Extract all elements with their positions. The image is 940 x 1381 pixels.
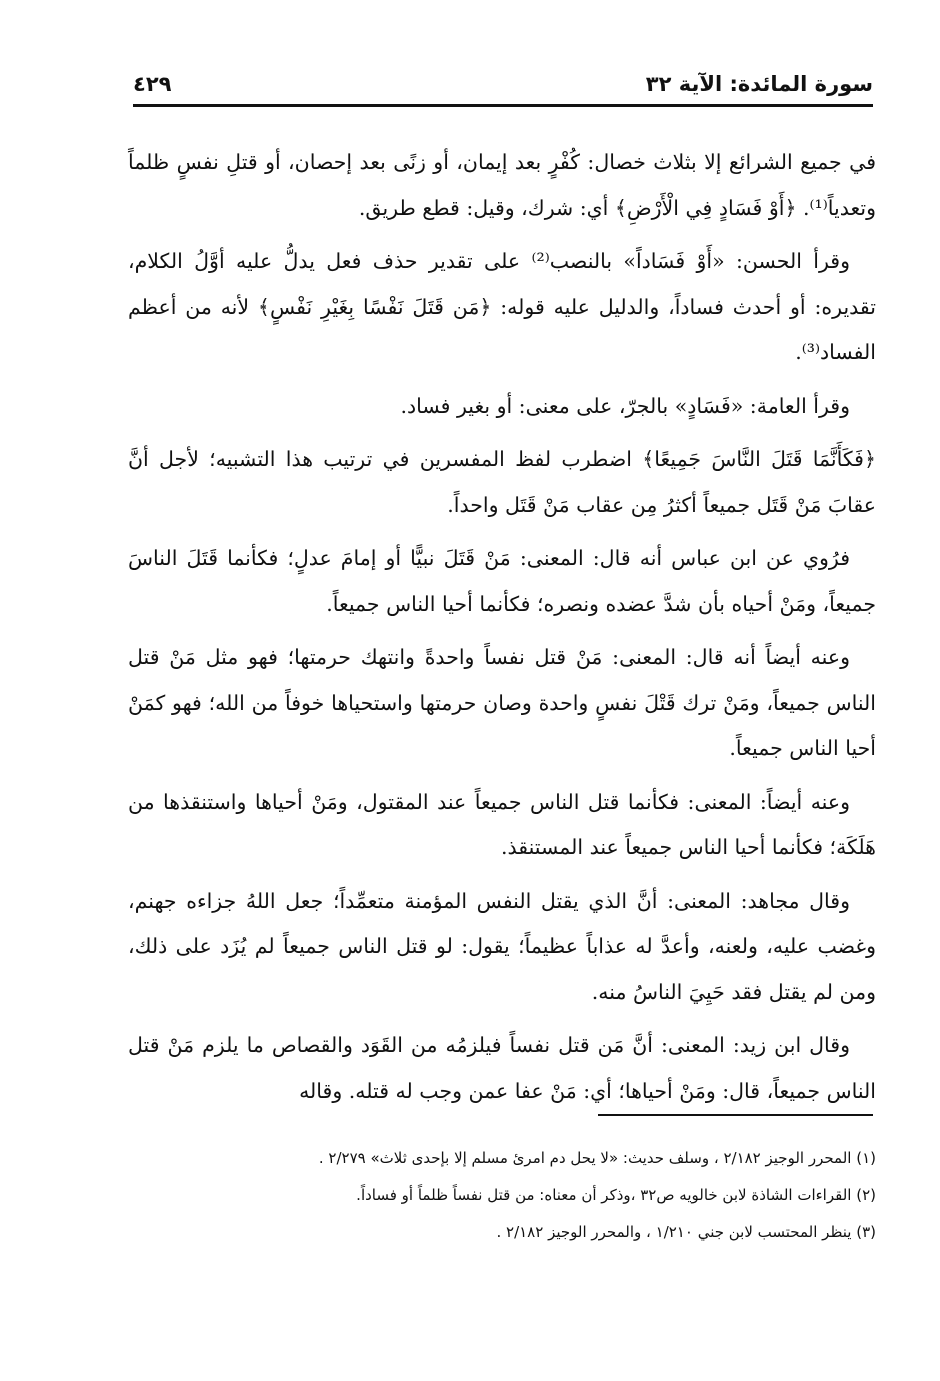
footnote: (٣) ينظر المحتسب لابن جني ١/٢١٠ ، والمحرر الوجيز ٢/١٨٢ . <box>496 1223 876 1241</box>
footnotes <box>150 1140 876 1251</box>
header-divider <box>133 104 873 107</box>
main-text <box>128 140 876 1122</box>
paragraph: وقال ابن زيد: المعنى: أنَّ مَن قتل نفساً فيلزمُه من القَوَد والقصاص ما يلزم مَنْ قتل الناس جميعاً، قال: ومَنْ أحياها؛ أي: مَنْ عفا عمن وجب له قتله. وقاله <box>128 1033 876 1103</box>
paragraph: ﴿فَكَأَنَّمَا قَتَلَ النَّاسَ جَمِيعًا﴾ اضطرب لفظ المفسرين في ترتيب هذا التشبيه؛ لأجل أنَّ عقابَ مَنْ قَتَل جميعاً أكثرُ مِن عقاب مَنْ قَتَل واحداً. <box>128 447 876 517</box>
running-title: سورة المائدة: الآية ٣٢ <box>645 72 873 96</box>
paragraph: في جميع الشرائع إلا بثلاث خصال: كُفْرٍ بعد إيمان، أو زنًى بعد إحصان، أو قتلِ نفسٍ ظلماً وتعدياً⁽¹⁾. ﴿أَوْ فَسَادٍ فِي الْأَرْضِ﴾ أي: شرك، وقيل: قطع طريق. <box>128 150 876 220</box>
paragraph: وقرأ العامة: «فَسَادٍ» بالجرّ، على معنى: أو بغير فساد. <box>400 393 850 418</box>
page-header <box>133 70 873 102</box>
paragraph: فرُوي عن ابن عباس أنه قال: المعنى: مَنْ قَتَلَ نبيًّا أو إمامَ عدلٍ؛ فكأنما قَتَلَ الناسَ جميعاً، ومَنْ أحياه بأن شدَّ عضده ونصره؛ فكأنما أحيا الناس جميعاً. <box>128 546 876 616</box>
footnote: (١) المحرر الوجيز ٢/١٨٢ ، وسلف حديث: «لا يحل دم امرئ مسلم إلا بإحدى ثلاث» ٢/٢٧٩ . <box>318 1149 876 1167</box>
page-number: ٤٢٩ <box>133 72 172 96</box>
paragraph: وقال مجاهد: المعنى: أنَّ الذي يقتل النفس المؤمنة متعمِّداً؛ جعل اللهُ جزاءه جهنم، وغضب عليه، ولعنه، وأعدَّ له عذاباً عظيماً؛ يقول: لو قتل الناس جميعاً لم يُزَد على ذلك، ومن لم يقتل فقد حَيِيَ الناسُ منه. <box>128 888 876 1004</box>
paragraph: وقرأ الحسن: «أَوْ فَسَاداً» بالنصب⁽²⁾ على تقدير حذف فعل يدلُّ عليه أوَّلُ الكلام، تقديره: أو أحدث فساداً، والدليل عليه قوله: ﴿مَن قَتَلَ نَفْسًا بِغَيْرِ نَفْسٍ﴾ لأنه من أعظم الفساد⁽³⁾. <box>128 249 876 364</box>
paragraph: وعنه أيضاً: المعنى: فكأنما قتل الناس جميعاً عند المقتول، ومَنْ أحياها واستنقذها من هَلَكَة؛ فكأنما أحيا الناس جميعاً عند المستنقذ. <box>128 789 876 859</box>
footnote: (٢) القراءات الشاذة لابن خالويه ص٣٢ ،وذكر أن معناه: من قتل نفساً ظلماً أو فساداً. <box>356 1186 876 1204</box>
footnote-divider <box>598 1114 873 1116</box>
paragraph: وعنه أيضاً أنه قال: المعنى: مَنْ قتل نفساً واحدةً وانتهك حرمتها؛ فهو مثل مَنْ قتل الناس جميعاً، ومَنْ ترك قَتْلَ نفسٍ واحدة وصان حرمتها واستحياها خوفاً من الله؛ فهو كمَنْ أحيا الناس جميعاً. <box>128 645 876 760</box>
